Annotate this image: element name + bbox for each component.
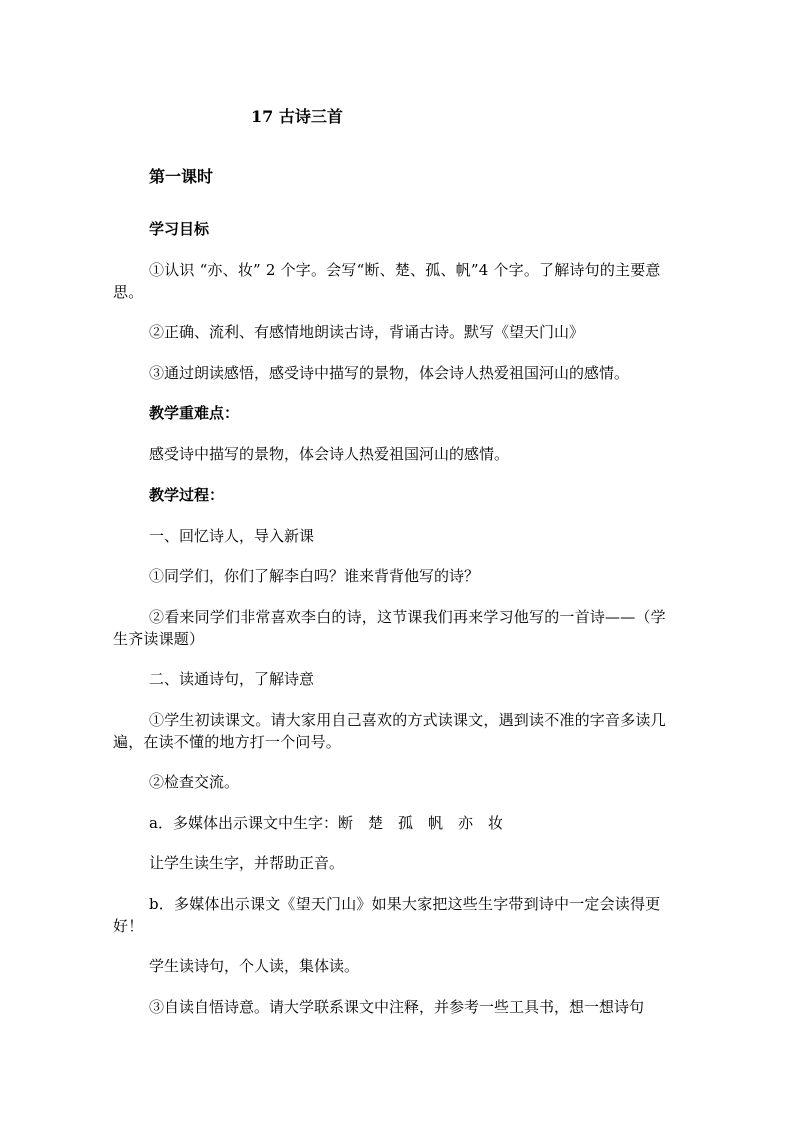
step-2-subitem-b-note: 学生读诗句，个人读，集体读。	[149, 957, 360, 975]
process-heading: 教学过程：	[149, 486, 225, 504]
step-1-item-b: ②看来同学们非常喜欢李白的诗，这节课我们再来学习他写的一首诗——（学生齐读课题）	[113, 608, 666, 648]
step-2-item-b: ②检查交流。	[149, 773, 240, 791]
step-2-subitem-b: b．多媒体出示课文《望天门山》如果大家把这些生字带到诗中一定会读得更好！	[113, 895, 661, 935]
document-title: 17 古诗三首	[251, 107, 343, 126]
goal-3: ③通过朗读感悟，感受诗中描写的景物，体会诗人热爱祖国河山的感情。	[149, 364, 630, 382]
step-1-item-a: ①同学们，你们了解李白吗？谁来背背他写的诗？	[149, 567, 480, 585]
goal-2: ②正确、流利、有感情地朗读古诗，背诵古诗。默写《望天门山》	[149, 323, 585, 341]
goals-heading: 学习目标	[149, 220, 210, 238]
key-points-text: 感受诗中描写的景物，体会诗人热爱祖国河山的感情。	[149, 445, 510, 463]
goal-1: ①认识 “亦、妆” 2 个字。会写“断、楚、孤、帆”4 个字。了解诗句的主要意思。	[113, 261, 661, 301]
key-points-heading: 教学重难点：	[149, 404, 240, 422]
step-1-heading: 一、回忆诗人，导入新课	[149, 527, 315, 545]
lesson-heading: 第一课时	[149, 167, 214, 186]
step-2-item-c: ③自读自悟诗意。请大学联系课文中注释，并参考一些工具书，想一想诗句	[149, 998, 645, 1016]
step-2-subitem-a: a．多媒体出示课文中生字：断 楚 孤 帆 亦 妆	[149, 814, 503, 832]
step-2-item-a: ①学生初读课文。请大家用自己喜欢的方式读课文，遇到读不准的字音多读几遍，在读不懂的地方打一个问号。	[113, 711, 666, 751]
step-2-subitem-a-note: 让学生读生字，并帮助正音。	[149, 854, 345, 872]
step-2-heading: 二、读通诗句，了解诗意	[149, 670, 315, 688]
